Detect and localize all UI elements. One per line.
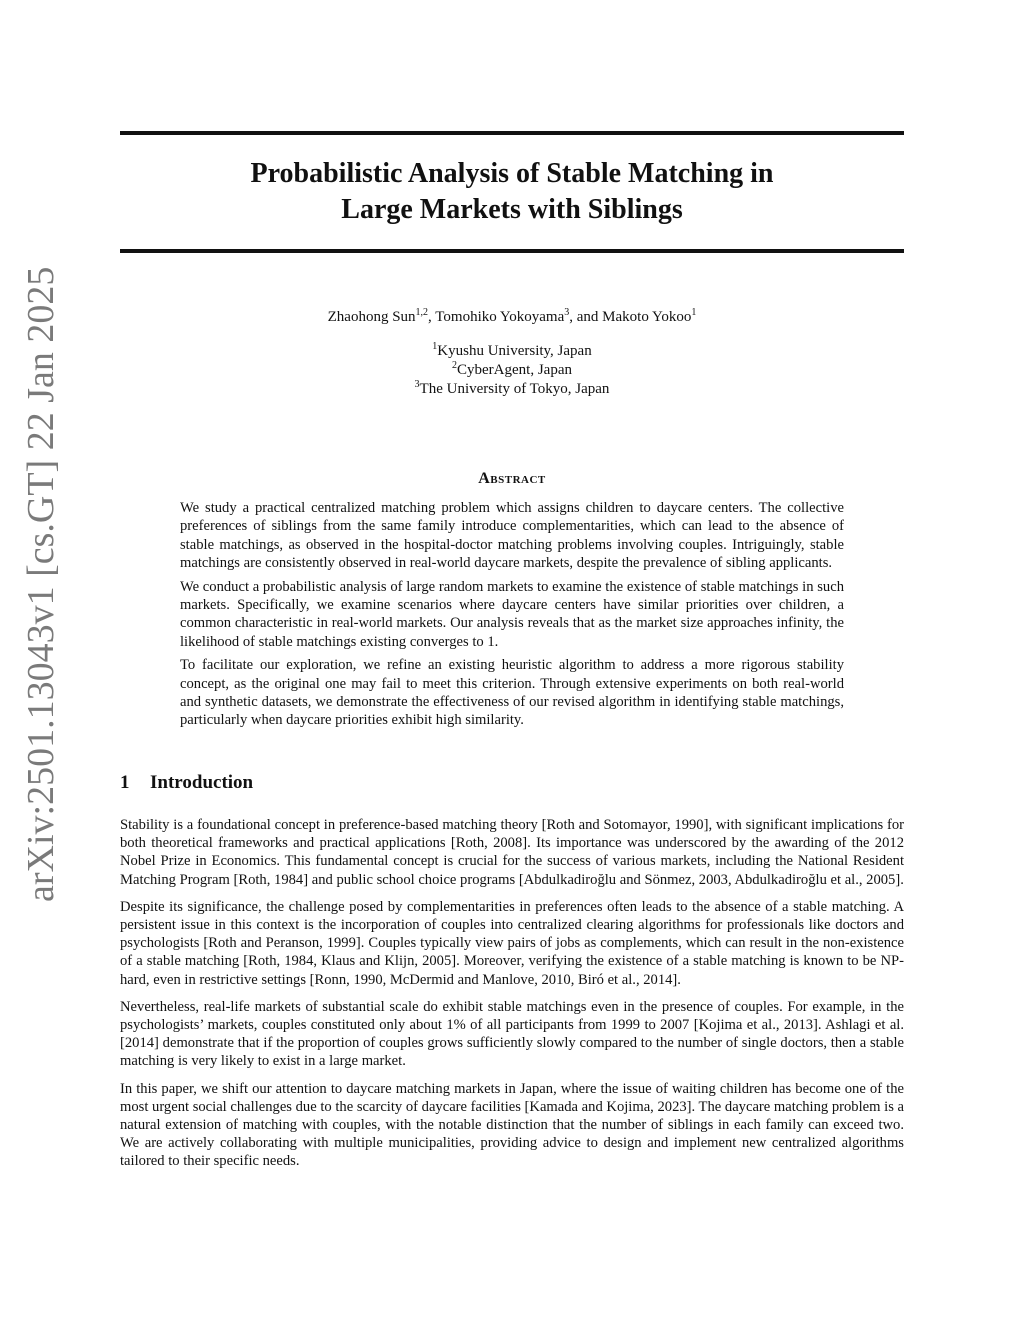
section-heading [120, 772, 253, 794]
abstract-paragraph: We conduct a probabilistic analysis of large random markets to examine the existence of stable matchings in such markets. Specifically, we examine scenarios where daycare centers have similar priorities over children, a common characteristic in real-world markets. Our analysis reveals that as the market size approaches infinity, the likelihood of stable matchings existing converges to 1. [180, 578, 844, 650]
abstract [180, 499, 844, 735]
abstract-paragraph: To facilitate our exploration, we refine an existing heuristic algorithm to address a more rigorous stability concept, as the original one may fail to meet this criterion. Through extensive experiments on both real-world and synthetic datasets, we demonstrate the effectiveness of our revised algorithm in identifying stable matchings, particularly when daycare priorities exhibit high similarity. [180, 657, 844, 729]
section-number: 1 [120, 772, 130, 793]
author: Zhaohong Sun$^{1,2}$ [327, 307, 429, 325]
author: Makoto Yokoo$^1$ [602, 307, 697, 325]
section-title: Introduction [150, 772, 254, 793]
affiliation: $^1$Kyushu University, Japan [432, 341, 592, 359]
body-paragraph: In this paper, we shift our attention to daycare matching markets in Japan, where the issue of waiting children has become one of the most urgent social challenges due to the scarcity of daycare facilities [Kamada and Kojima, 2023]. The daycare matching problem is a natural extension of matching with couples, with the notable distinction that the number of siblings in each family can exceed two. We are actively collaborating with multiple municipalities, providing advice to design and implement new centralized algorithms tailored to their specific needs. [120, 1080, 905, 1170]
title-line-1: Probabilistic Analysis of Stable Matching in [250, 158, 774, 189]
affiliation: $^3$The University of Tokyo, Japan [414, 379, 610, 397]
arxiv-identifier: arXiv:2501.13043v1 [cs.GT] 22 Jan 2025 [20, 266, 62, 902]
paper-title [120, 156, 904, 228]
abstract-paragraph: We study a practical centralized matching problem which assigns children to daycare centers. The collective preferences of siblings from the same family introduce complementarities, which can lead to the absence of stable matchings, as observed in the hospital-doctor matching problems involving couples. Intriguingly, stable matchings are consistently observed in real-world daycare markets, despite the prevalence of sibling applicants. [180, 500, 844, 572]
title-top-rule [120, 131, 904, 135]
title-line-2: Large Markets with Siblings [341, 194, 683, 225]
title-bottom-rule [120, 249, 904, 253]
body-paragraph: Stability is a foundational concept in preference-based matching theory [Roth and Sotomayor, 1990], with significant implications for both theoretical frameworks and practical applications [Roth, 2008]. Its importance was underscored by the awarding of the 2012 Nobel Prize in Economics. This fundamental concept is crucial for the success of various markets, including the National Resident Matching Program [Roth, 1984] and public school choice programs [Abdulkadiroğlu and Sönmez, 2003, Abdulkadiroğlu et al., 2005]. [120, 817, 904, 888]
introduction-body [120, 816, 904, 1180]
affiliation: $^2$CyberAgent, Japan [452, 360, 572, 378]
affiliation-list [120, 342, 904, 399]
body-paragraph: Despite its significance, the challenge posed by complementarities in preferences often leads to the absence of a stable matching. A persistent issue in this context is the incorporation of couples into centralized clearing algorithms for professionals like doctors and psychologists [Roth and Peranson, 1999]. Couples typically view pairs of jobs as complements, which can result in the non-existence of a stable matching [Roth, 1984, Klaus and Klijn, 2005]. Moreover, verifying the existence of a stable matching is known to be NP-hard, even in restrictive settings [Ronn, 1990, McDermid and Manlove, 2010, Biró et al., 2014]. [120, 898, 904, 988]
author-list: Zhaohong Sun$^{1,2}$, Tomohiko Yokoyama$^3$, and Makoto Yokoo$^1$ [327, 307, 697, 325]
abstract-heading: Abstract [478, 470, 546, 487]
body-paragraph: Nevertheless, real-life markets of substantial scale do exhibit stable matchings even in the presence of couples. For example, in the psychologists’ markets, couples constituted only about 1% of all participants from 1999 to 2007 [Kojima et al., 2013]. Ashlagi et al. [2014] demonstrate that if the proportion of couples grows sufficiently slowly compared to the number of single doctors, then a stable matching is very likely to exist in a large market. [120, 998, 904, 1070]
author: Tomohiko Yokoyama$^3$ [435, 307, 570, 325]
